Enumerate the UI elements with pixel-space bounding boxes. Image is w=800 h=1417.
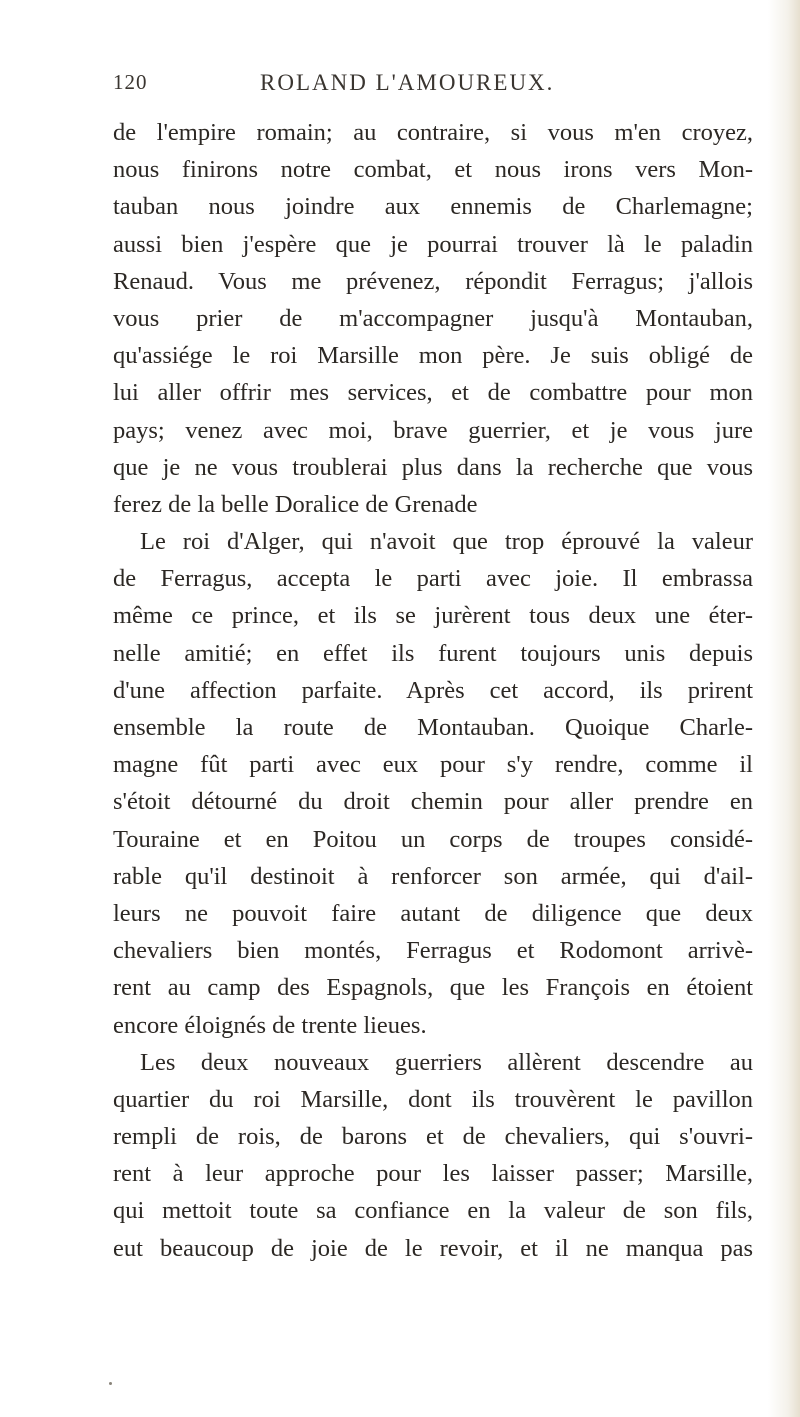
text-line: même ce prince, et ils se jurèrent tous deux une éter- <box>113 602 753 630</box>
text-line: Les deux nouveaux guerriers allèrent descendre au <box>140 1048 753 1076</box>
text-line: ensemble la route de Montauban. Quoique Charle- <box>113 714 753 741</box>
text-line: aussi bien j'espère que je pourrai trouver là le paladin <box>113 230 753 258</box>
text-line: lui aller offrir mes services, et de combattre pour mon <box>113 379 753 407</box>
text-line: s'étoit détourné du droit chemin pour aller prendre en <box>113 788 753 816</box>
paragraph-1 <box>113 114 753 523</box>
text-line: de l'empire romain; au contraire, si vous m'en croyez, <box>113 119 753 146</box>
text-line: Touraine et en Poitou un corps de troupes considé- <box>113 825 753 853</box>
text-line: chevaliers bien montés, Ferragus et Rodomont arrivè- <box>113 937 753 965</box>
text-line: rempli de rois, de barons et de chevaliers, qui s'ouvri- <box>113 1123 753 1151</box>
text-line: Le roi d'Alger, qui n'avoit que trop éprouvé la valeur <box>140 528 753 556</box>
text-line: d'une affection parfaite. Après cet accord, ils prirent <box>113 676 753 704</box>
text-line: vous prier de m'accompagner jusqu'à Montauban, <box>113 304 753 332</box>
text-line: nelle amitié; en effet ils furent toujours unis depuis <box>113 639 753 667</box>
text-line: de Ferragus, accepta le parti avec joie. Il embrassa <box>113 565 753 593</box>
page-header <box>113 70 753 100</box>
text-line: rent au camp des Espagnols, que les François en étoient <box>113 974 753 1002</box>
text-line: que je ne vous troublerai plus dans la recherche que vous <box>113 453 753 481</box>
text-line: tauban nous joindre aux ennemis de Charlemagne; <box>113 193 753 221</box>
text-line: leurs ne pouvoit faire autant de diligence que deux <box>113 899 753 927</box>
text-line: nous finirons notre combat, et nous irons vers Mon- <box>113 156 753 184</box>
paragraph-2 <box>113 523 753 1044</box>
body-text <box>113 114 753 1267</box>
text-line: qu'assiége le roi Marsille mon père. Je suis obligé de <box>113 342 753 370</box>
page-number: 120 <box>113 70 148 94</box>
text-line: pays; venez avec moi, brave guerrier, et je vous jure <box>113 416 753 444</box>
running-title: ROLAND L'AMOUREUX. <box>260 70 555 95</box>
text-line: eut beaucoup de joie de le revoir, et il ne manqua pas <box>113 1234 753 1262</box>
text-line: qui mettoit toute sa confiance en la valeur de son fils, <box>113 1197 753 1225</box>
text-line: encore éloignés de trente lieues. <box>113 1011 427 1039</box>
text-line: rent à leur approche pour les laisser passer; Marsille, <box>113 1160 753 1188</box>
text-line: Renaud. Vous me prévenez, répondit Ferragus; j'allois <box>113 267 753 295</box>
paragraph-3 <box>113 1044 753 1267</box>
text-line: ferez de la belle Doralice de Grenade <box>113 490 478 518</box>
text-line: rable qu'il destinoit à renforcer son armée, qui d'ail- <box>113 862 753 890</box>
text-line: quartier du roi Marsille, dont ils trouvèrent le pavillon <box>113 1085 753 1113</box>
text-line: magne fût parti avec eux pour s'y rendre, comme il <box>113 751 753 779</box>
ink-speck <box>109 1382 112 1385</box>
